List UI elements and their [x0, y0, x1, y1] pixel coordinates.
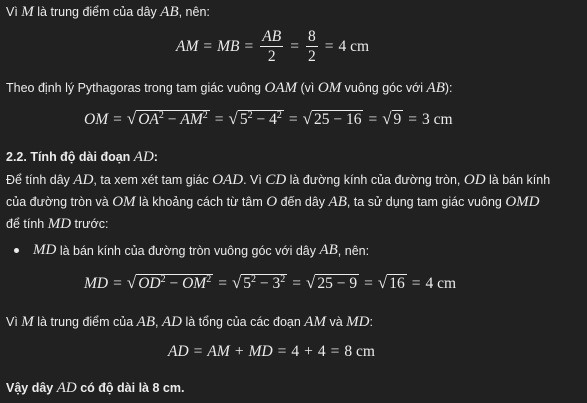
math-op: = — [364, 274, 373, 292]
text: là trung điểm của dây — [37, 5, 157, 19]
math-var: AB — [136, 314, 155, 330]
math-op: + — [234, 343, 244, 360]
math-var: AM — [176, 38, 199, 55]
text: trước: — [74, 217, 109, 231]
result: 8 cm — [344, 343, 375, 360]
result: 4 cm — [338, 38, 370, 55]
section-heading — [6, 149, 158, 166]
math-op: = — [292, 274, 302, 292]
text: Vì — [6, 315, 18, 329]
text: của đường tròn và — [6, 195, 109, 209]
number: 5 — [239, 111, 248, 128]
paragraph-ad-line2 — [6, 194, 540, 211]
math-var: OM — [182, 275, 207, 292]
math-op: = — [330, 343, 340, 360]
text: là đường kính của đường tròn, — [289, 173, 461, 187]
text: , — [154, 315, 159, 329]
fraction — [306, 29, 318, 65]
math-var: M — [21, 314, 34, 330]
numerator: 8 — [307, 28, 316, 45]
heading-text: 2.2. Tính độ dài đoạn — [6, 150, 131, 164]
number: 4 — [269, 111, 277, 128]
bullet-icon — [14, 248, 19, 253]
radicand: 25 − 9 — [317, 275, 358, 292]
math-var: AD — [161, 314, 182, 330]
math-var: MD — [248, 343, 273, 360]
math-op: = — [203, 38, 213, 55]
math-var: AB — [328, 194, 347, 210]
math-op: = — [113, 110, 122, 128]
text: ): — [444, 81, 453, 95]
math-var: AM — [207, 343, 230, 360]
paragraph-ad-line3 — [6, 216, 108, 233]
math-var: OM — [317, 80, 342, 96]
text: Vậy dây — [6, 381, 54, 395]
math-var: AD — [133, 149, 154, 165]
text: , ta sử dụng tam giác vuông — [346, 195, 502, 209]
math-var: OD — [138, 275, 161, 292]
math-var: CD — [265, 172, 287, 188]
math-var: AD — [56, 380, 77, 396]
number: 3 — [272, 275, 281, 292]
math-var: OM — [84, 110, 109, 128]
math-var: MD — [346, 314, 370, 330]
sqrt: √ $OD^2 - OM^2$ — [126, 273, 212, 292]
text: Để tính dây — [6, 173, 70, 187]
denominator: 2 — [307, 48, 316, 65]
math-var: AD — [73, 172, 94, 188]
math-op: = — [214, 110, 224, 128]
conclusion — [6, 380, 184, 397]
text: và — [329, 315, 343, 329]
text: (vì — [300, 81, 315, 95]
text: vuông góc với — [344, 81, 424, 95]
equation-md — [84, 274, 456, 293]
text: . Vì — [243, 173, 262, 187]
text: có độ dài là 8 cm. — [80, 381, 185, 395]
text: để tính — [6, 217, 45, 231]
list-item — [14, 242, 369, 259]
sqrt: √ 25 − 16 — [302, 109, 362, 128]
math-var: OM — [112, 194, 136, 210]
equation-om — [84, 110, 453, 129]
text: , nên: — [178, 5, 210, 19]
sqrt: √ $OA^2 - AM^2$ — [126, 109, 208, 128]
math-op: = — [408, 110, 418, 128]
math-op: = — [290, 38, 299, 55]
number: 4 — [317, 343, 326, 360]
math-var: OAM — [264, 80, 297, 96]
math-op: = — [368, 110, 378, 128]
math-var: AM — [180, 111, 203, 128]
equation-ad — [168, 343, 375, 361]
paragraph-midpoint — [6, 4, 210, 21]
paragraph-sum — [6, 314, 373, 331]
math-var: OA — [138, 111, 159, 128]
sqrt: √ 9 — [382, 109, 402, 128]
text: đến dây — [280, 195, 326, 209]
text: là trung điểm của — [37, 315, 134, 329]
text: : — [369, 315, 373, 329]
math-var: O — [266, 194, 278, 210]
math-var: OMD — [505, 194, 540, 210]
sqrt: √ 16 — [377, 273, 405, 292]
paragraph-ad-line1 — [6, 172, 550, 189]
text: là tổng của các đoạn — [185, 315, 301, 329]
math-op: + — [304, 343, 313, 360]
number: 5 — [243, 275, 252, 292]
result: 3 cm — [422, 110, 453, 128]
text: là bán kính — [489, 173, 551, 187]
text: là khoảng cách từ tâm — [139, 195, 263, 209]
math-op: = — [244, 38, 254, 55]
text: , nên: — [337, 243, 370, 258]
math-var: AB — [319, 242, 338, 258]
math-var: MD — [84, 274, 109, 292]
text: là bán kính của đường tròn vuông góc với dây — [59, 243, 316, 258]
numerator: AB — [262, 28, 282, 45]
equation-am-mb — [176, 29, 369, 65]
text: , ta xem xét tam giác — [93, 173, 209, 187]
radicand: 25 − 16 — [313, 111, 362, 128]
text: : — [153, 150, 158, 164]
math-var: M — [21, 4, 34, 20]
sqrt: √ 25 − 9 — [306, 273, 358, 292]
radicand: 9 — [393, 111, 402, 128]
math-var: MB — [217, 38, 240, 55]
sqrt: √ $5^2 - 4^2$ — [228, 109, 282, 128]
math-op: = — [113, 274, 122, 292]
paragraph-pythagoras — [6, 80, 453, 97]
math-op: = — [288, 110, 298, 128]
radicand: 16 — [389, 275, 405, 292]
math-var: OD — [463, 172, 486, 188]
math-var: AM — [304, 314, 326, 330]
math-op: = — [411, 274, 421, 292]
math-op: = — [277, 343, 287, 360]
math-op: = — [218, 274, 227, 292]
math-op: = — [324, 38, 334, 55]
math-var: AB — [160, 4, 179, 20]
math-var: AB — [426, 80, 445, 96]
result: 4 cm — [425, 274, 457, 292]
text: Theo định lý Pythagoras trong tam giác vuông — [6, 81, 262, 95]
math-var: MD — [33, 242, 57, 258]
math-var: MD — [47, 216, 72, 232]
sqrt: √ $5^2 - 3^2$ — [231, 273, 286, 292]
fraction — [260, 29, 283, 65]
math-op: = — [193, 343, 203, 360]
text: Vì — [6, 5, 18, 19]
math-var: OAD — [212, 172, 244, 188]
number: 4 — [291, 343, 300, 360]
math-var: AD — [168, 343, 189, 360]
denominator: 2 — [267, 48, 276, 65]
